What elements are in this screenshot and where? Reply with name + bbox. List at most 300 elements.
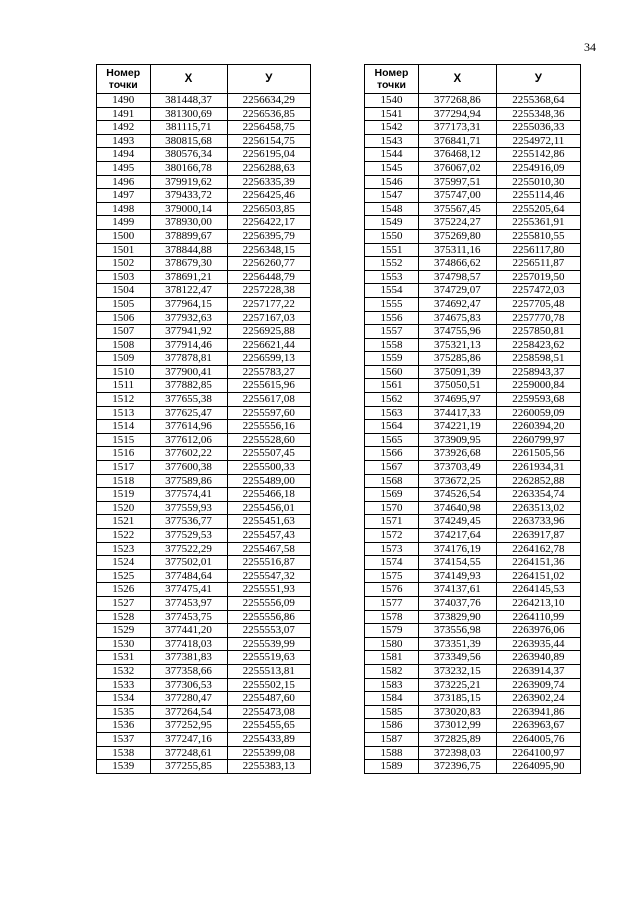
table-row — [97, 175, 311, 189]
x-coordinate-cell: 377589,86 — [150, 474, 227, 488]
table-row — [365, 678, 581, 692]
y-coordinate-cell: 2261934,31 — [496, 461, 580, 475]
point-number-cell: 1548 — [365, 202, 419, 216]
x-coordinate-cell: 377612,06 — [150, 433, 227, 447]
point-number-cell: 1569 — [365, 488, 419, 502]
y-coordinate-cell: 2264110,99 — [496, 610, 580, 624]
y-coordinate-cell: 2255528,60 — [227, 433, 310, 447]
table-row — [97, 542, 311, 556]
point-number-cell: 1566 — [365, 447, 419, 461]
x-coordinate-cell: 373829,90 — [419, 610, 497, 624]
y-coordinate-cell: 2259000,84 — [496, 379, 580, 393]
point-number-cell: 1550 — [365, 229, 419, 243]
y-coordinate-cell: 2255205,64 — [496, 202, 580, 216]
y-coordinate-cell: 2254916,09 — [496, 161, 580, 175]
y-coordinate-cell: 2255114,46 — [496, 189, 580, 203]
x-coordinate-cell: 374037,76 — [419, 596, 497, 610]
x-coordinate-cell: 377441,20 — [150, 624, 227, 638]
table-row — [365, 297, 581, 311]
table-row — [97, 447, 311, 461]
y-coordinate-cell: 2255368,64 — [496, 94, 580, 108]
table-row — [97, 365, 311, 379]
y-coordinate-cell: 2255539,99 — [227, 637, 310, 651]
y-coordinate-cell: 2264151,02 — [496, 569, 580, 583]
point-number-cell: 1554 — [365, 284, 419, 298]
y-coordinate-cell: 2261505,56 — [496, 447, 580, 461]
point-number-cell: 1522 — [97, 529, 151, 543]
point-number-cell: 1499 — [97, 216, 151, 230]
point-number-cell: 1491 — [97, 107, 151, 121]
table-row — [365, 569, 581, 583]
y-coordinate-cell: 2256395,79 — [227, 229, 310, 243]
x-coordinate-cell: 372398,03 — [419, 746, 497, 760]
y-coordinate-cell: 2256288,63 — [227, 161, 310, 175]
y-coordinate-cell: 2255456,01 — [227, 501, 310, 515]
y-coordinate-cell: 2256536,85 — [227, 107, 310, 121]
x-coordinate-cell: 373703,49 — [419, 461, 497, 475]
table-row — [97, 121, 311, 135]
table-row — [97, 284, 311, 298]
table-row — [365, 529, 581, 543]
x-coordinate-cell: 381115,71 — [150, 121, 227, 135]
point-number-cell: 1537 — [97, 732, 151, 746]
point-number-cell: 1494 — [97, 148, 151, 162]
point-number-cell: 1544 — [365, 148, 419, 162]
table-row — [97, 406, 311, 420]
point-number-cell: 1512 — [97, 393, 151, 407]
point-number-cell: 1572 — [365, 529, 419, 543]
point-number-cell: 1527 — [97, 596, 151, 610]
point-number-cell: 1579 — [365, 624, 419, 638]
point-number-cell: 1557 — [365, 325, 419, 339]
table-row — [365, 556, 581, 570]
table-row — [365, 243, 581, 257]
table-row — [365, 746, 581, 760]
table-row — [365, 121, 581, 135]
table-row — [97, 461, 311, 475]
x-coordinate-cell: 377248,61 — [150, 746, 227, 760]
table-header-row — [365, 65, 581, 94]
table-row — [97, 270, 311, 284]
y-coordinate-cell: 2264095,90 — [496, 760, 580, 774]
y-coordinate-cell: 2258423,62 — [496, 338, 580, 352]
point-number-cell: 1549 — [365, 216, 419, 230]
y-coordinate-cell: 2255433,89 — [227, 732, 310, 746]
y-coordinate-cell: 2255489,00 — [227, 474, 310, 488]
point-number-cell: 1531 — [97, 651, 151, 665]
x-coordinate-cell: 378691,21 — [150, 270, 227, 284]
x-coordinate-cell: 374217,64 — [419, 529, 497, 543]
x-coordinate-cell: 373012,99 — [419, 719, 497, 733]
point-number-cell: 1571 — [365, 515, 419, 529]
table-row — [365, 542, 581, 556]
table-row — [97, 352, 311, 366]
table-row — [97, 515, 311, 529]
x-coordinate-cell: 373020,83 — [419, 705, 497, 719]
table-row — [365, 610, 581, 624]
y-coordinate-cell: 2264213,10 — [496, 596, 580, 610]
y-coordinate-cell: 2263733,96 — [496, 515, 580, 529]
y-coordinate-cell: 2257228,38 — [227, 284, 310, 298]
point-number-cell: 1578 — [365, 610, 419, 624]
table-row — [97, 338, 311, 352]
point-number-cell: 1558 — [365, 338, 419, 352]
point-number-cell: 1576 — [365, 583, 419, 597]
table-row — [365, 189, 581, 203]
table-row — [97, 501, 311, 515]
point-number-cell: 1518 — [97, 474, 151, 488]
y-coordinate-cell: 2255556,86 — [227, 610, 310, 624]
table-row — [365, 692, 581, 706]
point-number-cell: 1536 — [97, 719, 151, 733]
point-number-cell: 1520 — [97, 501, 151, 515]
table-row — [365, 474, 581, 488]
x-coordinate-cell: 374526,54 — [419, 488, 497, 502]
table-row — [365, 94, 581, 108]
page-number: 34 — [584, 40, 596, 54]
table-row — [365, 406, 581, 420]
y-coordinate-cell: 2263902,24 — [496, 692, 580, 706]
x-coordinate-cell: 375285,86 — [419, 352, 497, 366]
table-row — [365, 161, 581, 175]
table-row — [97, 474, 311, 488]
x-coordinate-cell: 377529,53 — [150, 529, 227, 543]
table-row — [97, 719, 311, 733]
table-row — [97, 596, 311, 610]
header-y: У — [227, 65, 310, 94]
y-coordinate-cell: 2264145,53 — [496, 583, 580, 597]
y-coordinate-cell: 2256195,04 — [227, 148, 310, 162]
x-coordinate-cell: 374755,96 — [419, 325, 497, 339]
point-number-cell: 1534 — [97, 692, 151, 706]
y-coordinate-cell: 2256634,29 — [227, 94, 310, 108]
point-number-cell: 1497 — [97, 189, 151, 203]
point-number-cell: 1559 — [365, 352, 419, 366]
y-coordinate-cell: 2263963,67 — [496, 719, 580, 733]
point-number-cell: 1575 — [365, 569, 419, 583]
y-coordinate-cell: 2256458,75 — [227, 121, 310, 135]
x-coordinate-cell: 377574,41 — [150, 488, 227, 502]
point-number-cell: 1525 — [97, 569, 151, 583]
table-row — [97, 189, 311, 203]
point-number-cell: 1565 — [365, 433, 419, 447]
y-coordinate-cell: 2260799,97 — [496, 433, 580, 447]
x-coordinate-cell: 373556,98 — [419, 624, 497, 638]
point-number-cell: 1524 — [97, 556, 151, 570]
point-number-cell: 1560 — [365, 365, 419, 379]
x-coordinate-cell: 374640,98 — [419, 501, 497, 515]
y-coordinate-cell: 2255361,91 — [496, 216, 580, 230]
y-coordinate-cell: 2256117,80 — [496, 243, 580, 257]
x-coordinate-cell: 377264,54 — [150, 705, 227, 719]
x-coordinate-cell: 377882,85 — [150, 379, 227, 393]
table-row — [97, 705, 311, 719]
point-number-cell: 1521 — [97, 515, 151, 529]
table-row — [97, 610, 311, 624]
y-coordinate-cell: 2255348,36 — [496, 107, 580, 121]
table-row — [365, 732, 581, 746]
table-row — [97, 257, 311, 271]
table-row — [97, 134, 311, 148]
point-number-cell: 1570 — [365, 501, 419, 515]
x-coordinate-cell: 380815,68 — [150, 134, 227, 148]
x-coordinate-cell: 374221,19 — [419, 420, 497, 434]
y-coordinate-cell: 2258598,51 — [496, 352, 580, 366]
point-number-cell: 1505 — [97, 297, 151, 311]
table-row — [365, 379, 581, 393]
table-row — [97, 583, 311, 597]
table-row — [365, 270, 581, 284]
x-coordinate-cell: 373225,21 — [419, 678, 497, 692]
y-coordinate-cell: 2263976,06 — [496, 624, 580, 638]
table-row — [365, 284, 581, 298]
table-row — [97, 379, 311, 393]
y-coordinate-cell: 2256448,79 — [227, 270, 310, 284]
point-number-cell: 1514 — [97, 420, 151, 434]
x-coordinate-cell: 380576,34 — [150, 148, 227, 162]
x-coordinate-cell: 373232,15 — [419, 664, 497, 678]
y-coordinate-cell: 2257850,81 — [496, 325, 580, 339]
table-row — [365, 311, 581, 325]
y-coordinate-cell: 2255010,30 — [496, 175, 580, 189]
table-row — [97, 732, 311, 746]
y-coordinate-cell: 2255783,27 — [227, 365, 310, 379]
point-number-cell: 1543 — [365, 134, 419, 148]
y-coordinate-cell: 2255500,33 — [227, 461, 310, 475]
y-coordinate-cell: 2257770,78 — [496, 311, 580, 325]
x-coordinate-cell: 377932,63 — [150, 311, 227, 325]
x-coordinate-cell: 375050,51 — [419, 379, 497, 393]
point-number-cell: 1553 — [365, 270, 419, 284]
table-row — [365, 651, 581, 665]
x-coordinate-cell: 373185,15 — [419, 692, 497, 706]
x-coordinate-cell: 379433,72 — [150, 189, 227, 203]
point-number-cell: 1503 — [97, 270, 151, 284]
point-number-cell: 1519 — [97, 488, 151, 502]
table-row — [365, 365, 581, 379]
y-coordinate-cell: 2255547,32 — [227, 569, 310, 583]
x-coordinate-cell: 377914,46 — [150, 338, 227, 352]
table-row — [365, 624, 581, 638]
table-row — [97, 569, 311, 583]
x-coordinate-cell: 376468,12 — [419, 148, 497, 162]
x-coordinate-cell: 374149,93 — [419, 569, 497, 583]
x-coordinate-cell: 375091,39 — [419, 365, 497, 379]
y-coordinate-cell: 2255519,63 — [227, 651, 310, 665]
x-coordinate-cell: 377252,95 — [150, 719, 227, 733]
x-coordinate-cell: 377941,92 — [150, 325, 227, 339]
x-coordinate-cell: 377559,93 — [150, 501, 227, 515]
x-coordinate-cell: 377453,75 — [150, 610, 227, 624]
x-coordinate-cell: 374249,45 — [419, 515, 497, 529]
x-coordinate-cell: 381300,69 — [150, 107, 227, 121]
x-coordinate-cell: 377900,41 — [150, 365, 227, 379]
x-coordinate-cell: 380166,78 — [150, 161, 227, 175]
table-row — [97, 433, 311, 447]
table-row — [365, 501, 581, 515]
point-number-cell: 1555 — [365, 297, 419, 311]
x-coordinate-cell: 376067,02 — [419, 161, 497, 175]
x-coordinate-cell: 375311,16 — [419, 243, 497, 257]
y-coordinate-cell: 2257705,48 — [496, 297, 580, 311]
point-number-cell: 1526 — [97, 583, 151, 597]
y-coordinate-cell: 2255466,18 — [227, 488, 310, 502]
y-coordinate-cell: 2263940,89 — [496, 651, 580, 665]
table-row — [97, 746, 311, 760]
y-coordinate-cell: 2255810,55 — [496, 229, 580, 243]
table-row — [365, 420, 581, 434]
table-row — [97, 760, 311, 774]
y-coordinate-cell: 2264162,78 — [496, 542, 580, 556]
table-row — [365, 175, 581, 189]
x-coordinate-cell: 378844,88 — [150, 243, 227, 257]
y-coordinate-cell: 2256154,75 — [227, 134, 310, 148]
x-coordinate-cell: 374866,62 — [419, 257, 497, 271]
y-coordinate-cell: 2263513,02 — [496, 501, 580, 515]
point-number-cell: 1556 — [365, 311, 419, 325]
table-row — [97, 161, 311, 175]
table-row — [365, 515, 581, 529]
point-number-cell: 1510 — [97, 365, 151, 379]
x-coordinate-cell: 377255,85 — [150, 760, 227, 774]
y-coordinate-cell: 2259593,68 — [496, 393, 580, 407]
x-coordinate-cell: 373351,39 — [419, 637, 497, 651]
x-coordinate-cell: 377484,64 — [150, 569, 227, 583]
table-row — [365, 433, 581, 447]
point-number-cell: 1517 — [97, 461, 151, 475]
x-coordinate-cell: 377602,22 — [150, 447, 227, 461]
table-row — [365, 719, 581, 733]
table-row — [97, 216, 311, 230]
y-coordinate-cell: 2255553,07 — [227, 624, 310, 638]
y-coordinate-cell: 2257167,03 — [227, 311, 310, 325]
point-number-cell: 1567 — [365, 461, 419, 475]
x-coordinate-cell: 373672,25 — [419, 474, 497, 488]
x-coordinate-cell: 377418,03 — [150, 637, 227, 651]
x-coordinate-cell: 376841,71 — [419, 134, 497, 148]
x-coordinate-cell: 375997,51 — [419, 175, 497, 189]
header-x: X — [419, 65, 497, 94]
x-coordinate-cell: 374417,33 — [419, 406, 497, 420]
y-coordinate-cell: 2264151,36 — [496, 556, 580, 570]
point-number-cell: 1563 — [365, 406, 419, 420]
x-coordinate-cell: 375747,00 — [419, 189, 497, 203]
table-row — [365, 488, 581, 502]
y-coordinate-cell: 2257019,50 — [496, 270, 580, 284]
point-number-cell: 1538 — [97, 746, 151, 760]
y-coordinate-cell: 2260394,20 — [496, 420, 580, 434]
y-coordinate-cell: 2255457,43 — [227, 529, 310, 543]
x-coordinate-cell: 372825,89 — [419, 732, 497, 746]
point-number-cell: 1588 — [365, 746, 419, 760]
point-number-cell: 1577 — [365, 596, 419, 610]
y-coordinate-cell: 2263935,44 — [496, 637, 580, 651]
table-row — [97, 325, 311, 339]
y-coordinate-cell: 2264005,76 — [496, 732, 580, 746]
x-coordinate-cell: 377280,47 — [150, 692, 227, 706]
y-coordinate-cell: 2255597,60 — [227, 406, 310, 420]
table-row — [365, 257, 581, 271]
point-number-cell: 1490 — [97, 94, 151, 108]
point-number-cell: 1504 — [97, 284, 151, 298]
coordinates-table-right — [364, 64, 581, 774]
x-coordinate-cell: 374176,19 — [419, 542, 497, 556]
y-coordinate-cell: 2255399,08 — [227, 746, 310, 760]
point-number-cell: 1580 — [365, 637, 419, 651]
table-row — [97, 637, 311, 651]
y-coordinate-cell: 2257472,03 — [496, 284, 580, 298]
x-coordinate-cell: 374729,07 — [419, 284, 497, 298]
y-coordinate-cell: 2255467,58 — [227, 542, 310, 556]
point-number-cell: 1586 — [365, 719, 419, 733]
y-coordinate-cell: 2256425,46 — [227, 189, 310, 203]
table-row — [97, 556, 311, 570]
point-number-cell: 1501 — [97, 243, 151, 257]
x-coordinate-cell: 377475,41 — [150, 583, 227, 597]
table-row — [365, 202, 581, 216]
x-coordinate-cell: 374695,97 — [419, 393, 497, 407]
point-number-cell: 1562 — [365, 393, 419, 407]
point-number-cell: 1568 — [365, 474, 419, 488]
table-row — [97, 94, 311, 108]
table-row — [97, 692, 311, 706]
y-coordinate-cell: 2255513,81 — [227, 664, 310, 678]
point-number-cell: 1573 — [365, 542, 419, 556]
x-coordinate-cell: 377964,15 — [150, 297, 227, 311]
y-coordinate-cell: 2256621,44 — [227, 338, 310, 352]
point-number-cell: 1498 — [97, 202, 151, 216]
y-coordinate-cell: 2258943,37 — [496, 365, 580, 379]
x-coordinate-cell: 374675,83 — [419, 311, 497, 325]
table-row — [365, 664, 581, 678]
y-coordinate-cell: 2262852,88 — [496, 474, 580, 488]
x-coordinate-cell: 377625,47 — [150, 406, 227, 420]
x-coordinate-cell: 377358,66 — [150, 664, 227, 678]
point-number-cell: 1545 — [365, 161, 419, 175]
point-number-cell: 1547 — [365, 189, 419, 203]
x-coordinate-cell: 377247,16 — [150, 732, 227, 746]
table-row — [97, 243, 311, 257]
table-row — [365, 760, 581, 774]
point-number-cell: 1515 — [97, 433, 151, 447]
table-row — [97, 678, 311, 692]
table-row — [365, 107, 581, 121]
y-coordinate-cell: 2255617,08 — [227, 393, 310, 407]
x-coordinate-cell: 375269,80 — [419, 229, 497, 243]
point-number-cell: 1500 — [97, 229, 151, 243]
y-coordinate-cell: 2255451,63 — [227, 515, 310, 529]
point-number-cell: 1533 — [97, 678, 151, 692]
y-coordinate-cell: 2256925,88 — [227, 325, 310, 339]
point-number-cell: 1587 — [365, 732, 419, 746]
coordinates-table-left — [96, 64, 311, 774]
y-coordinate-cell: 2263914,37 — [496, 664, 580, 678]
y-coordinate-cell: 2255455,65 — [227, 719, 310, 733]
point-number-cell: 1511 — [97, 379, 151, 393]
table-row — [365, 216, 581, 230]
y-coordinate-cell: 2255516,87 — [227, 556, 310, 570]
y-coordinate-cell: 2256348,15 — [227, 243, 310, 257]
y-coordinate-cell: 2255383,13 — [227, 760, 310, 774]
point-number-cell: 1582 — [365, 664, 419, 678]
table-row — [97, 229, 311, 243]
x-coordinate-cell: 377381,83 — [150, 651, 227, 665]
y-coordinate-cell: 2255473,08 — [227, 705, 310, 719]
x-coordinate-cell: 378122,47 — [150, 284, 227, 298]
table-row — [365, 148, 581, 162]
x-coordinate-cell: 374137,61 — [419, 583, 497, 597]
y-coordinate-cell: 2254972,11 — [496, 134, 580, 148]
